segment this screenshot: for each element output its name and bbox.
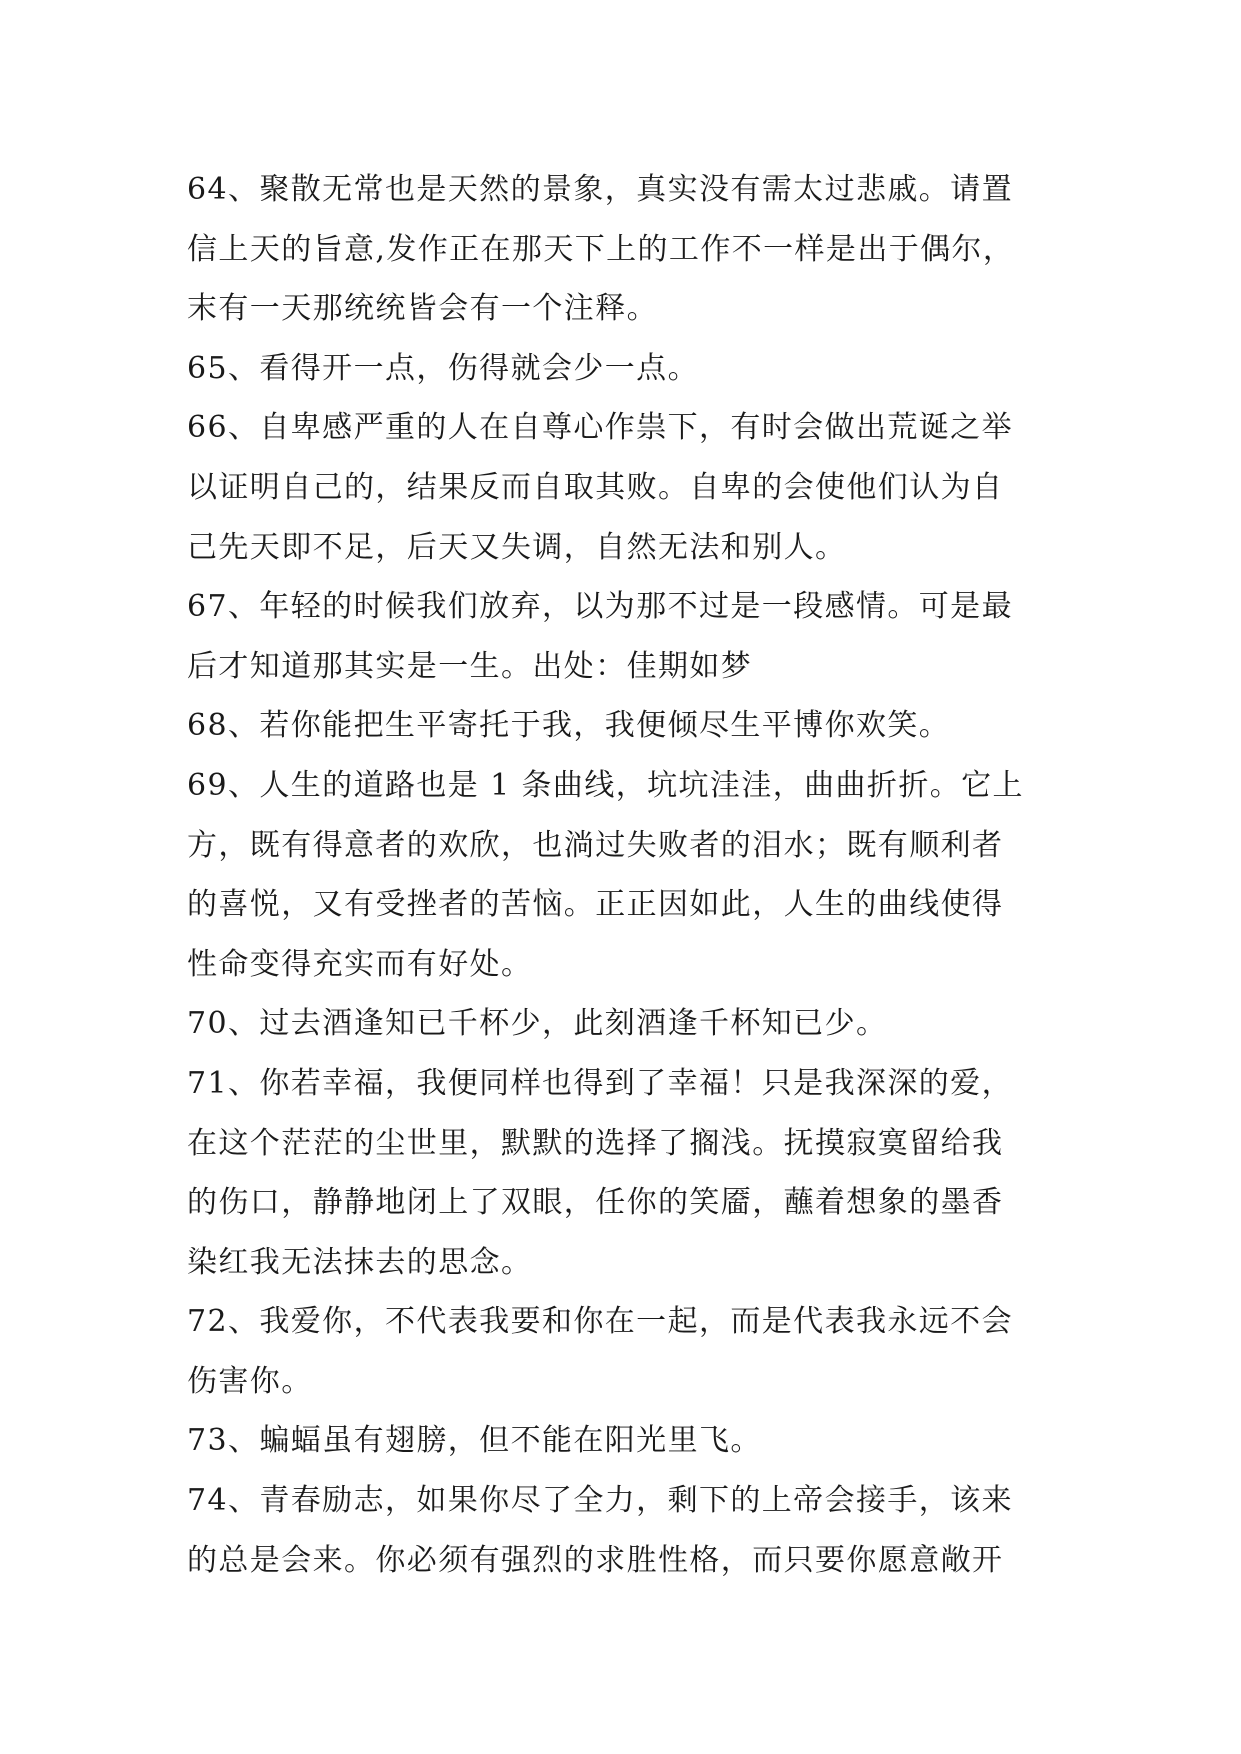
text-line: 后才知道那其实是一生。出处：佳期如梦 — [187, 648, 753, 684]
text-line: 74、青春励志，如果你尽了全力，剩下的上帝会接手，该来 — [187, 1483, 1013, 1519]
text-line: 68、若你能把生平寄托于我，我便倾尽生平博你欢笑。 — [187, 708, 951, 744]
text-line: 的伤口，静静地闭上了双眼，任你的笑靥，蘸着想象的墨香 — [187, 1185, 1004, 1221]
text-line: 的总是会来。你必须有强烈的求胜性格，而只要你愿意敞开 — [187, 1542, 1004, 1578]
text-line: 71、你若幸福，我便同样也得到了幸福！只是我深深的爱， — [187, 1065, 1013, 1101]
text-line: 在这个茫茫的尘世里，默默的选择了搁浅。抚摸寂寞留给我 — [187, 1125, 1004, 1161]
text-line: 73、蝙蝠虽有翅膀，但不能在阳光里飞。 — [187, 1423, 762, 1459]
text-line: 伤害你。 — [187, 1363, 313, 1399]
text-line: 72、我爱你，不代表我要和你在一起，而是代表我永远不会 — [187, 1304, 1013, 1340]
text-line: 己先天即不足，后天又失调，自然无法和别人。 — [187, 529, 847, 565]
text-line: 64、聚散无常也是天然的景象，真实没有需太过悲戚。请置 — [187, 172, 1013, 207]
text-line: 方，既有得意者的欢欣，也淌过失败者的泪水；既有顺利者 — [187, 827, 1004, 863]
text-line: 67、年轻的时候我们放弃，以为那不过是一段感情。可是最 — [187, 589, 1013, 625]
text-line: 以证明自己的，结果反而自取其败。自卑的会使他们认为自 — [187, 469, 1004, 505]
text-line: 末有一天那统统皆会有一个注释。 — [187, 291, 658, 327]
text-line: 的喜悦，又有受挫者的苦恼。正正因如此，人生的曲线使得 — [187, 887, 1004, 923]
text-line: 69、人生的道路也是 1 条曲线，坑坑洼洼，曲曲折折。它上 — [187, 767, 1024, 803]
text-line: 性命变得充实而有好处。 — [187, 946, 533, 982]
text-line: 70、过去酒逢知已千杯少，此刻酒逢千杯知已少。 — [187, 1006, 888, 1042]
text-line: 染红我无法抹去的思念。 — [187, 1244, 533, 1280]
text-line: 65、看得开一点，伤得就会少一点。 — [187, 350, 699, 386]
document-body — [187, 160, 1087, 1590]
text-line: 66、自卑感严重的人在自尊心作祟下，有时会做出荒诞之举 — [187, 410, 1013, 446]
text-line: 信上天的旨意,发作正在那天下上的工作不一样是出于偶尔， — [187, 231, 1015, 267]
